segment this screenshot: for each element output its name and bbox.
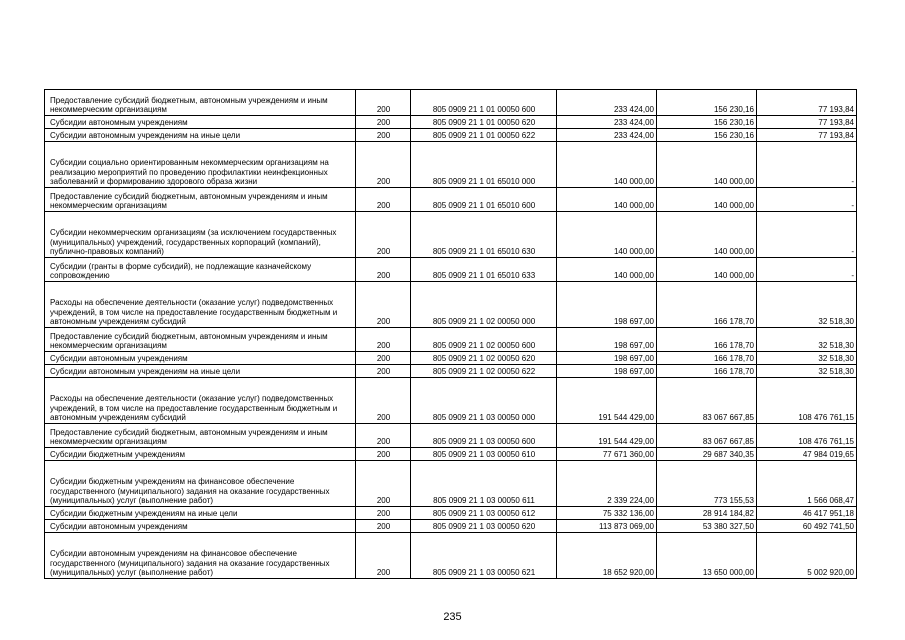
remaining-amount-cell: 1 566 068,47	[757, 461, 857, 507]
budget-class-code-cell: 805 0909 21 1 01 65010 630	[411, 212, 557, 258]
line-code-cell: 200	[356, 424, 411, 448]
line-code-cell: 200	[356, 520, 411, 533]
line-code-cell: 200	[356, 212, 411, 258]
line-code-cell: 200	[356, 258, 411, 282]
remaining-amount-cell: 77 193,84	[757, 90, 857, 116]
budget-class-code-cell: 805 0909 21 1 02 00050 620	[411, 352, 557, 365]
line-code-cell: 200	[356, 116, 411, 129]
budget-execution-table	[44, 89, 857, 579]
approved-amount-cell: 233 424,00	[557, 116, 657, 129]
approved-amount-cell: 233 424,00	[557, 90, 657, 116]
executed-amount-cell: 140 000,00	[657, 258, 757, 282]
table-row	[45, 461, 857, 507]
executed-amount-cell: 166 178,70	[657, 365, 757, 378]
approved-amount-cell: 113 873 069,00	[557, 520, 657, 533]
expense-name-cell: Предоставление субсидий бюджетным, автономным учреждениям и иным некоммерческим организациям	[45, 90, 356, 116]
approved-amount-cell: 2 339 224,00	[557, 461, 657, 507]
remaining-amount-cell: 47 984 019,65	[757, 448, 857, 461]
executed-amount-cell: 53 380 327,50	[657, 520, 757, 533]
table-row	[45, 507, 857, 520]
line-code-cell: 200	[356, 142, 411, 188]
table-row	[45, 424, 857, 448]
table-body	[45, 90, 857, 579]
budget-class-code-cell: 805 0909 21 1 01 65010 633	[411, 258, 557, 282]
expense-name-cell: Субсидии бюджетным учреждениям	[45, 448, 356, 461]
executed-amount-cell: 13 650 000,00	[657, 533, 757, 579]
expense-name-cell: Предоставление субсидий бюджетным, автономным учреждениям и иным некоммерческим организациям	[45, 188, 356, 212]
expense-name-cell: Субсидии автономным учреждениям на иные цели	[45, 129, 356, 142]
remaining-amount-cell: 5 002 920,00	[757, 533, 857, 579]
remaining-amount-cell: 108 476 761,15	[757, 378, 857, 424]
table-row	[45, 116, 857, 129]
table-row	[45, 533, 857, 579]
remaining-amount-cell: 32 518,30	[757, 352, 857, 365]
remaining-amount-cell: -	[757, 188, 857, 212]
remaining-amount-cell: -	[757, 258, 857, 282]
expense-name-cell: Субсидии автономным учреждениям	[45, 116, 356, 129]
expense-name-cell: Расходы на обеспечение деятельности (оказание услуг) подведомственных учреждений, в том числе на предоставление государственным бюджетным и автономным учреждениям субсидий	[45, 282, 356, 328]
expense-name-cell: Субсидии бюджетным учреждениям на иные цели	[45, 507, 356, 520]
table-row	[45, 212, 857, 258]
budget-class-code-cell: 805 0909 21 1 03 00050 620	[411, 520, 557, 533]
budget-class-code-cell: 805 0909 21 1 03 00050 621	[411, 533, 557, 579]
executed-amount-cell: 28 914 184,82	[657, 507, 757, 520]
table-row	[45, 520, 857, 533]
line-code-cell: 200	[356, 352, 411, 365]
table-row	[45, 378, 857, 424]
table-row	[45, 328, 857, 352]
budget-class-code-cell: 805 0909 21 1 01 00050 600	[411, 90, 557, 116]
approved-amount-cell: 140 000,00	[557, 258, 657, 282]
line-code-cell: 200	[356, 129, 411, 142]
executed-amount-cell: 83 067 667,85	[657, 424, 757, 448]
table-row	[45, 282, 857, 328]
expense-name-cell: Субсидии автономным учреждениям на иные цели	[45, 365, 356, 378]
budget-class-code-cell: 805 0909 21 1 03 00050 610	[411, 448, 557, 461]
expense-name-cell: Субсидии автономным учреждениям	[45, 520, 356, 533]
budget-class-code-cell: 805 0909 21 1 01 00050 622	[411, 129, 557, 142]
remaining-amount-cell: 32 518,30	[757, 365, 857, 378]
approved-amount-cell: 198 697,00	[557, 365, 657, 378]
executed-amount-cell: 140 000,00	[657, 212, 757, 258]
remaining-amount-cell: 60 492 741,50	[757, 520, 857, 533]
budget-class-code-cell: 805 0909 21 1 01 65010 000	[411, 142, 557, 188]
approved-amount-cell: 198 697,00	[557, 328, 657, 352]
line-code-cell: 200	[356, 533, 411, 579]
approved-amount-cell: 140 000,00	[557, 188, 657, 212]
remaining-amount-cell: -	[757, 142, 857, 188]
line-code-cell: 200	[356, 188, 411, 212]
remaining-amount-cell: 46 417 951,18	[757, 507, 857, 520]
line-code-cell: 200	[356, 507, 411, 520]
executed-amount-cell: 156 230,16	[657, 129, 757, 142]
expense-name-cell: Субсидии социально ориентированным некоммерческим организациям на реализацию мероприятий по проведению профилактики неинфекционных заболеваний и формированию здорового образа жизни	[45, 142, 356, 188]
executed-amount-cell: 773 155,53	[657, 461, 757, 507]
executed-amount-cell: 166 178,70	[657, 352, 757, 365]
expense-name-cell: Субсидии некоммерческим организациям (за исключением государственных (муниципальных) учреждений, государственных корпораций (компаний), публично-правовых компаний)	[45, 212, 356, 258]
table-row	[45, 448, 857, 461]
approved-amount-cell: 18 652 920,00	[557, 533, 657, 579]
approved-amount-cell: 77 671 360,00	[557, 448, 657, 461]
line-code-cell: 200	[356, 448, 411, 461]
budget-class-code-cell: 805 0909 21 1 03 00050 000	[411, 378, 557, 424]
expense-name-cell: Субсидии автономным учреждениям на финансовое обеспечение государственного (муниципального) задания на оказание государственных (муниципальных) услуг (выполнение работ)	[45, 533, 356, 579]
line-code-cell: 200	[356, 378, 411, 424]
approved-amount-cell: 191 544 429,00	[557, 424, 657, 448]
approved-amount-cell: 198 697,00	[557, 282, 657, 328]
executed-amount-cell: 156 230,16	[657, 116, 757, 129]
expense-name-cell: Предоставление субсидий бюджетным, автономным учреждениям и иным некоммерческим организациям	[45, 424, 356, 448]
line-code-cell: 200	[356, 282, 411, 328]
budget-class-code-cell: 805 0909 21 1 02 00050 000	[411, 282, 557, 328]
executed-amount-cell: 83 067 667,85	[657, 378, 757, 424]
line-code-cell: 200	[356, 461, 411, 507]
line-code-cell: 200	[356, 328, 411, 352]
table-row	[45, 365, 857, 378]
approved-amount-cell: 233 424,00	[557, 129, 657, 142]
approved-amount-cell: 191 544 429,00	[557, 378, 657, 424]
remaining-amount-cell: 77 193,84	[757, 116, 857, 129]
remaining-amount-cell: -	[757, 212, 857, 258]
table-row	[45, 90, 857, 116]
expense-name-cell: Субсидии автономным учреждениям	[45, 352, 356, 365]
executed-amount-cell: 140 000,00	[657, 188, 757, 212]
remaining-amount-cell: 32 518,30	[757, 328, 857, 352]
table-row	[45, 258, 857, 282]
table-row	[45, 129, 857, 142]
page-number: 235	[443, 611, 462, 623]
budget-class-code-cell: 805 0909 21 1 03 00050 611	[411, 461, 557, 507]
budget-class-code-cell: 805 0909 21 1 02 00050 622	[411, 365, 557, 378]
approved-amount-cell: 75 332 136,00	[557, 507, 657, 520]
budget-class-code-cell: 805 0909 21 1 01 65010 600	[411, 188, 557, 212]
remaining-amount-cell: 108 476 761,15	[757, 424, 857, 448]
executed-amount-cell: 140 000,00	[657, 142, 757, 188]
budget-class-code-cell: 805 0909 21 1 02 00050 600	[411, 328, 557, 352]
remaining-amount-cell: 32 518,30	[757, 282, 857, 328]
expense-name-cell: Субсидии бюджетным учреждениям на финансовое обеспечение государственного (муниципального) задания на оказание государственных (муниципальных) услуг (выполнение работ)	[45, 461, 356, 507]
approved-amount-cell: 140 000,00	[557, 212, 657, 258]
line-code-cell: 200	[356, 90, 411, 116]
table-row	[45, 352, 857, 365]
expense-name-cell: Субсидии (гранты в форме субсидий), не подлежащие казначейскому сопровождению	[45, 258, 356, 282]
executed-amount-cell: 156 230,16	[657, 90, 757, 116]
table-row	[45, 142, 857, 188]
expense-name-cell: Расходы на обеспечение деятельности (оказание услуг) подведомственных учреждений, в том числе на предоставление государственным бюджетным и автономным учреждениям субсидий	[45, 378, 356, 424]
budget-class-code-cell: 805 0909 21 1 01 00050 620	[411, 116, 557, 129]
approved-amount-cell: 140 000,00	[557, 142, 657, 188]
budget-class-code-cell: 805 0909 21 1 03 00050 612	[411, 507, 557, 520]
expense-name-cell: Предоставление субсидий бюджетным, автономным учреждениям и иным некоммерческим организациям	[45, 328, 356, 352]
executed-amount-cell: 166 178,70	[657, 328, 757, 352]
table-row	[45, 188, 857, 212]
approved-amount-cell: 198 697,00	[557, 352, 657, 365]
budget-class-code-cell: 805 0909 21 1 03 00050 600	[411, 424, 557, 448]
remaining-amount-cell: 77 193,84	[757, 129, 857, 142]
executed-amount-cell: 29 687 340,35	[657, 448, 757, 461]
line-code-cell: 200	[356, 365, 411, 378]
executed-amount-cell: 166 178,70	[657, 282, 757, 328]
